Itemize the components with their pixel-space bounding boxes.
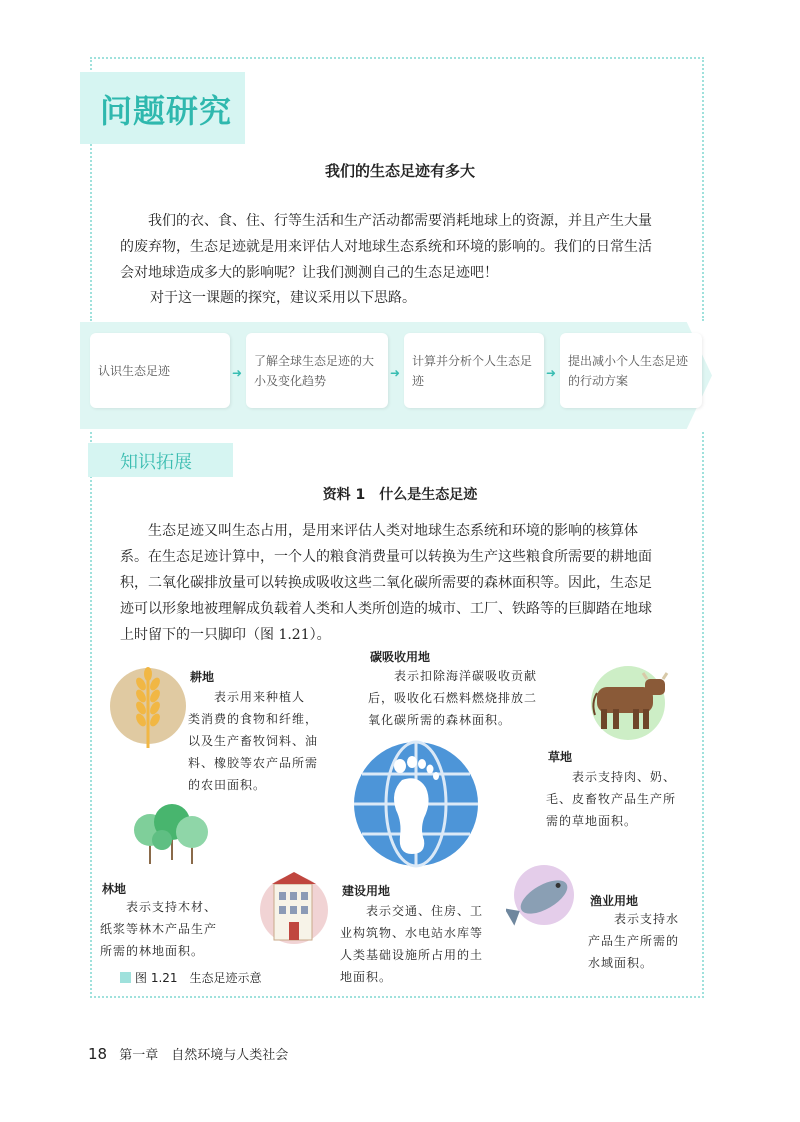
research-title: 我们的生态足迹有多大 (324, 162, 475, 180)
cropland-desc: 表示用来种植人 类消费的食物和纤维， 以及生产畜牧饲料、油 料、橡胶等农产品所需 的农田面积。 (188, 690, 319, 792)
intro-line: 的废弃物，生态足迹就是用来评估人对地球生态系统和环境的影响的。我们的日常生活 (120, 239, 652, 255)
globe-footprint-icon (350, 738, 482, 870)
caption-marker (120, 972, 131, 983)
material-line: 生态足迹又叫生态占用，是用来评估人类对地球生态系统和环境的影响的核算体 (148, 523, 638, 539)
figure-caption: 图 1.21 生态足迹示意 (120, 969, 262, 986)
grassland-desc: 表示支持肉、奶、 毛、皮畜牧产品生产所 需的草地面积。 (546, 770, 677, 828)
builtup-label: 建设用地 (342, 884, 391, 898)
forest-label: 林地 (102, 882, 127, 896)
flow-step-4: 提出减小个人生态足迹的行动方案 (560, 333, 702, 408)
material-line: 系。在生态足迹计算中，一个人的粮食消费量可以转换为生产这些粮食所需要的耕地面 (120, 549, 652, 565)
knowledge-tag: 知识拓展 (88, 443, 233, 477)
intro-paragraph (120, 208, 700, 286)
cropland-label: 耕地 (190, 670, 215, 684)
house-icon (258, 866, 330, 946)
material-title: 资料 1 什么是生态足迹 (322, 487, 478, 503)
material-paragraph (120, 518, 700, 648)
flow-step-3: 计算并分析个人生态足迹 (404, 333, 544, 408)
material-line: 积，二氧化碳排放量可以转换成吸收这些二氧化碳所需要的森林面积等。因此，生态足 (120, 575, 652, 591)
intro-line: 会对地球造成多大的影响呢？让我们测测自己的生态足迹吧！ (120, 265, 498, 281)
cow-icon (583, 665, 678, 745)
arrow-right-icon: ➜ (232, 366, 243, 380)
flow-step-2: 了解全球生态足迹的大小及变化趋势 (246, 333, 388, 408)
material-line: 上时留下的一只脚印（图 1.21）。 (120, 627, 331, 643)
page-footer (88, 1044, 288, 1063)
fishing-label: 渔业用地 (590, 894, 639, 908)
builtup-desc: 表示交通、住房、工 业构筑物、水电站水库等 人类基础设施所占用的土 地面积。 (340, 904, 484, 984)
trees-icon (128, 800, 214, 866)
forest-desc: 表示支持木材、 纸浆等林木产品生产 所需的林地面积。 (100, 900, 218, 958)
chapter-title: 第一章 自然环境与人类社会 (119, 1048, 289, 1063)
page-number: 18 (88, 1045, 108, 1063)
grassland-label: 草地 (548, 750, 573, 764)
wheat-icon (110, 660, 186, 752)
carbon-desc: 表示扣除海洋碳吸收贡献 后，吸收化石燃料燃烧排放二 氧化碳所需的森林面积。 (368, 669, 538, 727)
fish-icon (506, 865, 582, 929)
material-line: 迹可以形象地被理解成负载着人类和人类所创造的城市、工厂、铁路等的巨脚踏在地球 (120, 601, 652, 617)
suggestion-text: 对于这一课题的探究，建议采用以下思路。 (150, 290, 416, 306)
fishing-desc: 表示支持水 产品生产所需的 水域面积。 (588, 912, 680, 970)
carbon-label: 碳吸收用地 (370, 650, 431, 664)
intro-line: 我们的衣、食、住、行等生活和生产活动都需要消耗地球上的资源，并且产生大量 (148, 213, 652, 229)
arrow-right-icon: ➜ (390, 366, 401, 380)
section-tag: 问题研究 (80, 72, 245, 144)
arrow-right-icon: ➜ (546, 366, 557, 380)
flow-step-1: 认识生态足迹 (90, 333, 230, 408)
